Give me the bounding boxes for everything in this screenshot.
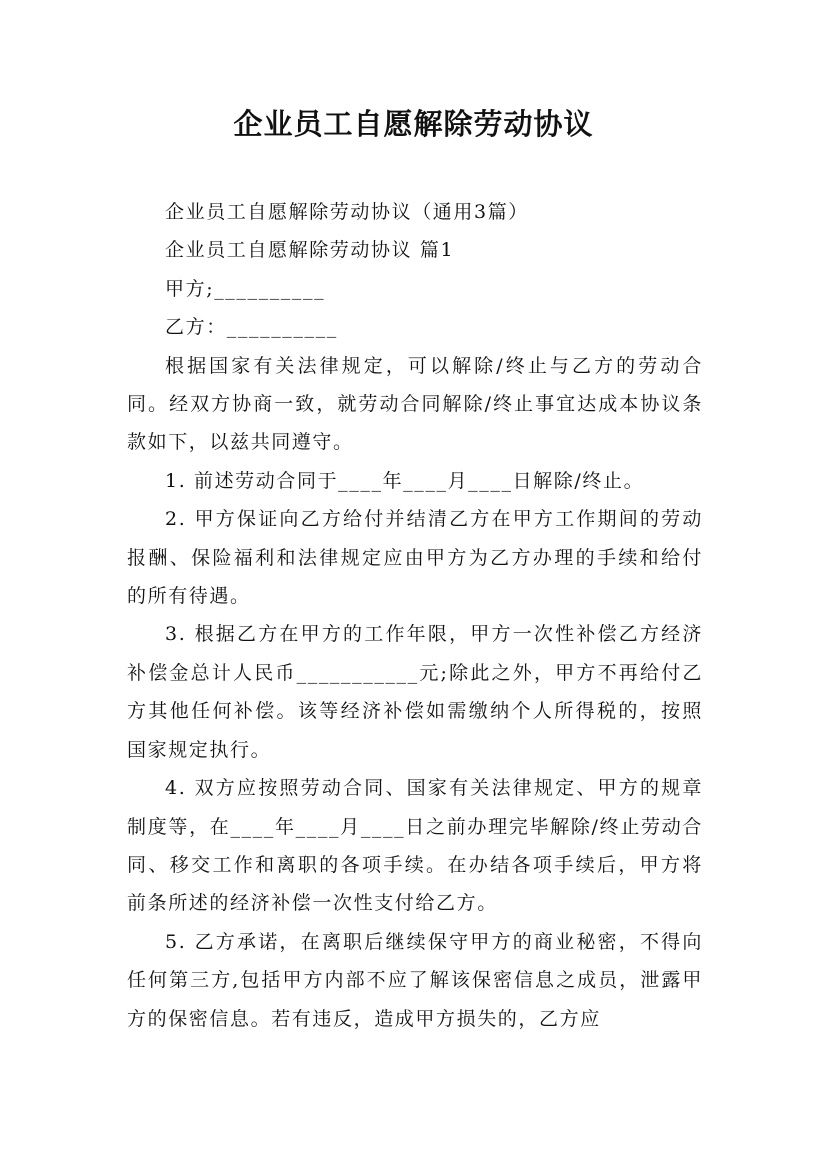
clause-3: 3. 根据乙方在甲方的工作年限，甲方一次性补偿乙方经济补偿金总计人民币___________元;除此之外，甲方不再给付乙方其他任何补偿。该等经济补偿如需缴纳个人所得税的，按照国家规定执行。 (127, 623, 703, 761)
clause-5: 5. 乙方承诺，在离职后继续保守甲方的商业秘密，不得向任何第三方,包括甲方内部不应了解该保密信息之成员，泄露甲方的保密信息。若有违反，造成甲方损失的，乙方应 (127, 930, 703, 1030)
party-a-line: 甲方;__________ (165, 277, 326, 300)
party-b-line: 乙方：__________ (165, 316, 338, 339)
document-body (127, 193, 703, 1038)
clause-2: 2. 甲方保证向乙方给付并结清乙方在甲方工作期间的劳动报酬、保险福利和法律规定应由甲方为乙方办理的手续和给付的所有待遇。 (127, 508, 703, 608)
clause-1: 1. 前述劳动合同于____年____月____日解除/终止。 (165, 469, 645, 492)
clause-4: 4. 双方应按照劳动合同、国家有关法律规定、甲方的规章制度等，在____年____月____日之前办理完毕解除/终止劳动合同、移交工作和离职的各项手续。在办结各项手续后，甲方将前条所述的经济补偿一次性支付给乙方。 (127, 777, 703, 915)
intro-paragraph: 根据国家有关法律规定，可以解除/终止与乙方的劳动合同。经双方协商一致，就劳动合同解除/终止事宜达成本协议条款如下，以兹共同遵守。 (127, 354, 703, 454)
section-heading: 企业员工自愿解除劳动协议 篇1 (165, 239, 455, 262)
document-subtitle: 企业员工自愿解除劳动协议（通用3篇） (165, 201, 529, 223)
document-title: 企业员工自愿解除劳动协议 (233, 107, 594, 141)
